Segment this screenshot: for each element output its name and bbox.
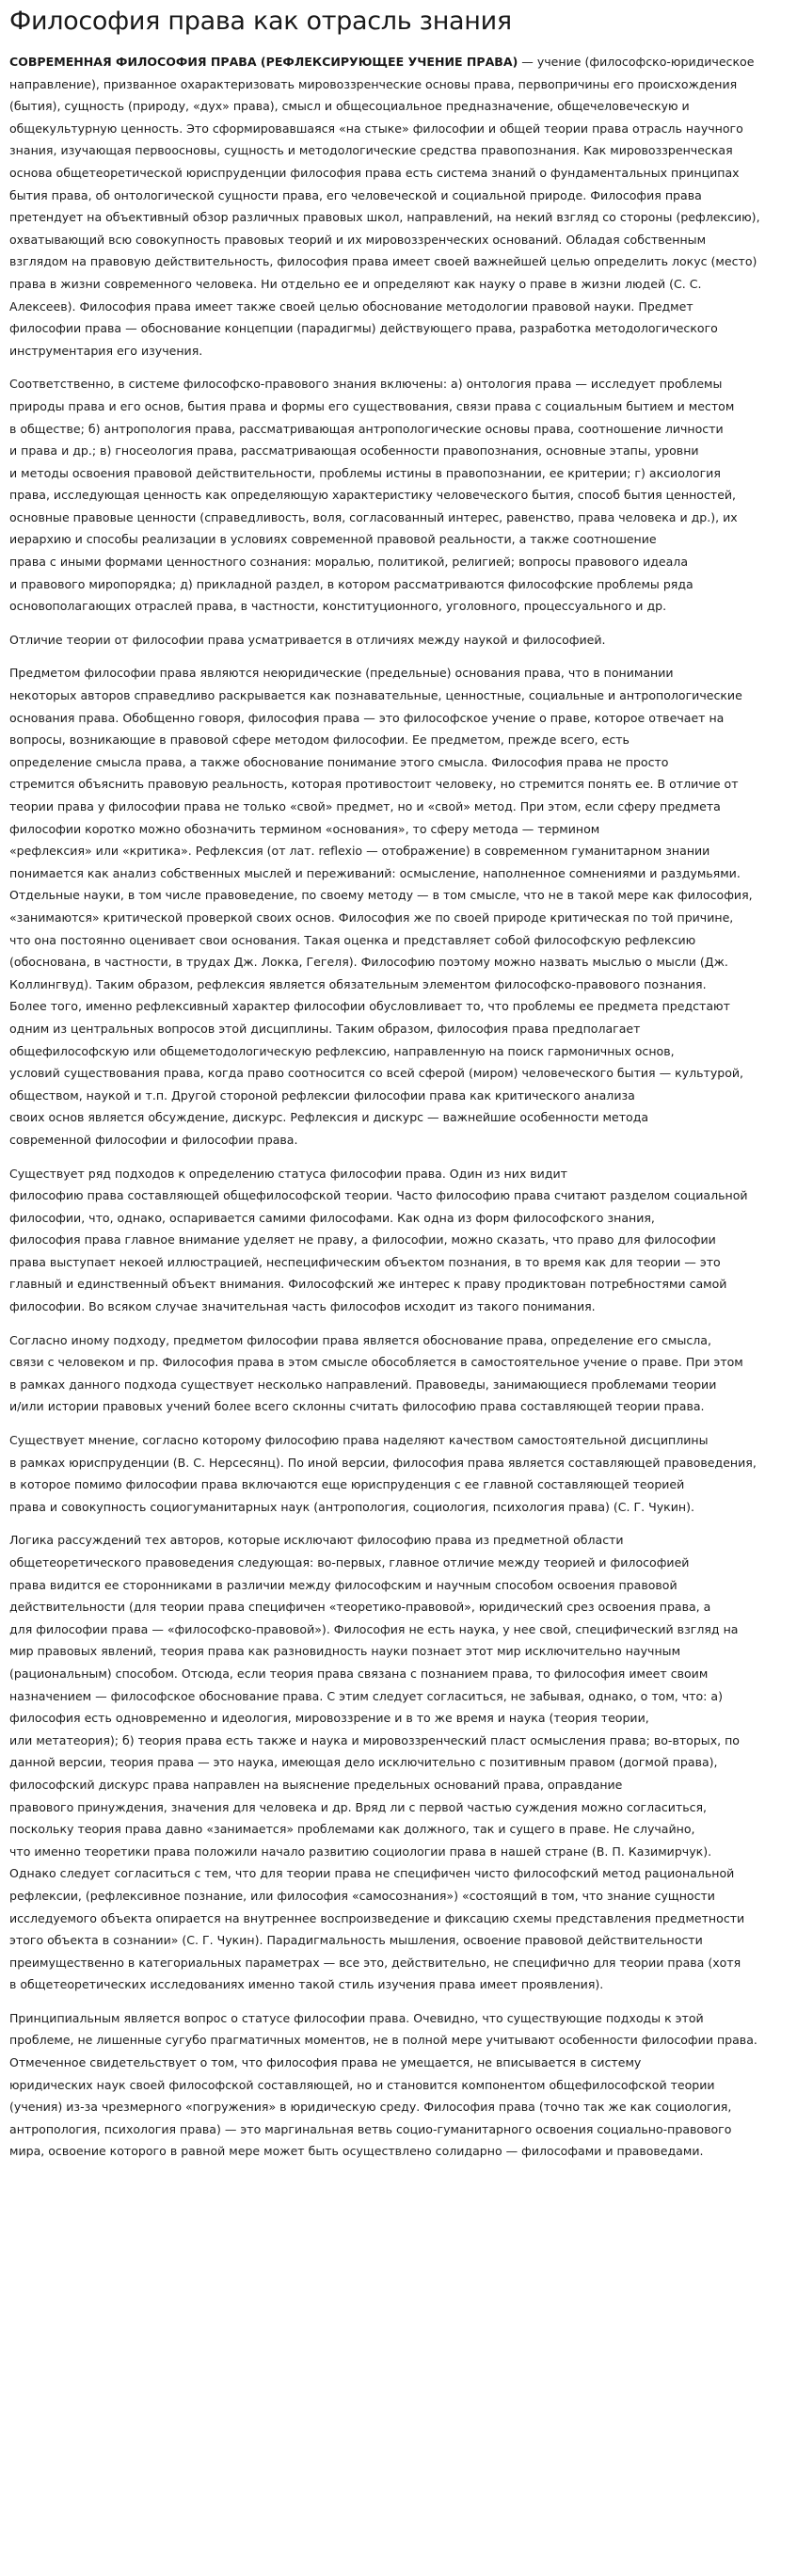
- line-text: права и совокупность социогуманитарных наук (антропология, социология, психология права) (С. Г. Чукин).: [9, 1499, 694, 1514]
- paragraph-line: [9, 884, 788, 907]
- paragraph-line: [9, 1106, 788, 1129]
- line-text: Существует ряд подходов к определению статуса философии права. Один из них видит: [9, 1166, 567, 1181]
- paragraph-line: [9, 440, 788, 462]
- line-text: одним из центральных вопросов этой дисциплины. Таким образом, философия права предполагает: [9, 1021, 641, 1036]
- paragraph-line: [9, 1429, 788, 1452]
- line-text: этого объекта в сознании» (С. Г. Чукин). Парадигмальность мышления, освоение правовой действительности: [9, 1933, 703, 1948]
- paragraph-line: [9, 1774, 788, 1796]
- line-text: и правового миропорядка; д) прикладной раздел, в котором рассматриваются философские проблемы ряда: [9, 576, 693, 591]
- line-text: основа общетеоретической юриспруденции философия права есть система знаний о фундаментальных принципах: [9, 165, 740, 180]
- line-text: философии, что, однако, оспаривается самими философами. Как одна из форм философского знания,: [9, 1210, 655, 1225]
- paragraph: [9, 51, 788, 362]
- paragraph-line: [9, 573, 788, 596]
- paragraph-lead-term: СОВРЕМЕННАЯ ФИЛОСОФИЯ ПРАВА (РЕФЛЕКСИРУЮЩЕЕ УЧЕНИЕ ПРАВА): [9, 55, 518, 69]
- line-text: общефилософскую или общеметодологическую рефлексию, направленную на поиск гармоничных основ,: [9, 1043, 675, 1058]
- paragraph: [9, 662, 788, 1151]
- paragraph-line: [9, 1707, 788, 1730]
- line-text: философский дискурс права направлен на выяснение предельных оснований права, оправдание: [9, 1777, 623, 1792]
- paragraph-line: [9, 1841, 788, 1863]
- line-text: понимается как анализ собственных мыслей и переживаний: осмысление, наполненное сомнениями и раздумьями.: [9, 865, 741, 880]
- paragraph-line: [9, 751, 788, 774]
- paragraph-line: [9, 229, 788, 251]
- paragraph-line: [9, 1351, 788, 1374]
- paragraph-line: [9, 95, 788, 118]
- line-text: основания права. Обобщенно говоря, философия права — это философское учение о праве, которое отвечает на: [9, 710, 725, 725]
- paragraph-line: [9, 1062, 788, 1085]
- paragraph-line: [9, 1618, 788, 1641]
- line-text: знания, изучающая первоосновы, сущность и методологические средства правопознания. Как мировоззренческая: [9, 143, 733, 158]
- line-text: основные правовые ценности (справедливость, воля, согласованный интерес, равенство, права человека и др.), их: [9, 509, 738, 524]
- line-text: исследуемого объекта опирается на внутреннее воспроизведение и фиксацию схемы представления предметности: [9, 1910, 745, 1925]
- line-text: направление), призванное охарактеризовать мировоззренческие основы права, первопричины его происхождения: [9, 76, 738, 91]
- page-title: Философия права как отрасль знания: [9, 7, 512, 36]
- paragraph-line: [9, 1163, 788, 1185]
- line-text: мира, освоение которого в равной мере может быть осуществлено солидарно — философами и правоведами.: [9, 2144, 704, 2159]
- paragraph-line: [9, 1040, 788, 1063]
- line-text: условий существования права, когда право соотносится со всей сферой (миром) человеческого бытия — культурой,: [9, 1066, 744, 1081]
- paragraph-line: [9, 118, 788, 140]
- line-text: главный и единственный объект внимания. Философский же интерес к праву продиктован потребностями самой: [9, 1277, 727, 1292]
- line-text: взглядом на правовую действительность, философия права имеет своей важнейшей целью определить локус (место): [9, 254, 757, 269]
- line-text: философия права главное внимание уделяет не праву, а философии, можно сказать, что право для философии: [9, 1232, 716, 1248]
- paragraph-line: [9, 840, 788, 862]
- paragraph-line: [9, 340, 788, 362]
- paragraph: [9, 373, 788, 618]
- paragraph-line: [9, 1184, 788, 1207]
- line-text: философии коротко можно обозначить термином «основания», то сферу метода — термином: [9, 821, 600, 836]
- line-text: определение смысла права, а также обоснование понимание этого смысла. Философия права не просто: [9, 754, 669, 769]
- line-text: иерархию и способы реализации в условиях современной правовой реальности, а также соотношение: [9, 532, 657, 547]
- line-text: Отличие теории от философии права усматривается в отличиях между наукой и философией.: [9, 632, 606, 647]
- paragraph-line: [9, 1640, 788, 1663]
- paragraph-line: [9, 662, 788, 684]
- paragraph: [9, 2007, 788, 2163]
- paragraph-line: [9, 1229, 788, 1251]
- line-text: Существует мнение, согласно которому философию права наделяют качеством самостоятельной дисциплины: [9, 1433, 709, 1448]
- line-text: или метатеория); б) теория права есть также и наука и мировоззренческий пласт осмысления права; во-вторых, по: [9, 1732, 740, 1747]
- line-text: философия есть одновременно и идеология, мировоззрение и в то же время и наука (теория теории,: [9, 1711, 649, 1726]
- paragraph-line: [9, 995, 788, 1018]
- line-text: Соответственно, в системе философско-правового знания включены: а) онтология права — исследует проблемы: [9, 377, 723, 392]
- line-text: в общетеоретических исследованиях именно такой стиль изучения права имеет проявления).: [9, 1977, 604, 1992]
- paragraph-line: [9, 484, 788, 507]
- line-text: действительности (для теории права специфичен «теоретико-правовой», юридический срез освоения права, а: [9, 1600, 711, 1615]
- line-text: права видится ее сторонниками в различии между философским и научным способом освоения правовой: [9, 1577, 677, 1592]
- line-text: назначением — философское обоснование права. С этим следует согласиться, не забывая, однако, о том, что: а): [9, 1688, 723, 1703]
- paragraph-line: [9, 1207, 788, 1230]
- line-text: права, исследующая ценность как определяющую характеристику человеческого бытия, способ бытия ценностей,: [9, 488, 737, 503]
- line-text: претендует на объективный обзор различных правовых школ, направлений, на некий взгляд со стороны (рефлексию),: [9, 210, 760, 225]
- paragraph-line: [9, 1973, 788, 1996]
- paragraph-line: [9, 1908, 788, 1930]
- line-text: (обоснована, в частности, в трудах Дж. Локка, Гегеля). Философию поэтому можно назвать мыслью о мысли (Дж.: [9, 955, 728, 970]
- line-text: природы права и его основ, бытия права и формы его существования, связи права с социальным бытием и местом: [9, 398, 735, 413]
- line-text: Отмеченное свидетельствует о том, что философия права не умещается, не вписывается в систему: [9, 2055, 642, 2070]
- paragraph-line: [9, 1452, 788, 1474]
- line-text: правового принуждения, значения для человека и др. Вряд ли с первой частью суждения можно согласиться,: [9, 1799, 708, 1814]
- line-text: «занимаются» критической проверкой своих основ. Философия же по своей природе критическая по той причине,: [9, 910, 734, 925]
- line-text: права выступает некоей иллюстрацией, неспецифическим объектом познания, в то время как для теории — это: [9, 1254, 721, 1269]
- line-text: философию права составляющей общефилософской теории. Часто философию права считают разделом социальной: [9, 1188, 748, 1203]
- paragraph: [9, 1163, 788, 1318]
- paragraph: [9, 1529, 788, 1995]
- paragraph-line: [9, 1885, 788, 1908]
- paragraph-line: [9, 296, 788, 318]
- paragraph-line: [9, 1251, 788, 1274]
- line-text: и методы освоения правовой действительности, проблемы истины в правопознании, ее критерии; г) аксиология: [9, 465, 721, 480]
- line-text: вопросы, возникающие в правовой сфере методом философии. Ее предметом, прежде всего, есть: [9, 733, 630, 748]
- paragraph-line: [9, 818, 788, 841]
- line-text: — учение (философско-юридическое: [518, 55, 755, 69]
- line-text: философии права — обоснование концепции (парадигмы) действующего права, разработка методологического: [9, 321, 718, 336]
- line-text: Принципиальным является вопрос о статусе философии права. Очевидно, что существующие подходы к этой: [9, 2010, 704, 2025]
- line-text: общекультурную ценность. Это сформировавшаяся «на стыке» философии и общей теории права отрасль научного: [9, 121, 743, 136]
- article-body: [9, 51, 788, 2163]
- line-text: бытия права, об онтологической сущности права, его человеческой и социальной природе. Философия права: [9, 187, 702, 202]
- line-text: некоторых авторов справедливо раскрывается как познавательные, ценностные, социальные и антропологические: [9, 688, 742, 703]
- line-text: рефлексии, (рефлексивное познание, или философия «самосознания») «состоящий в том, что знание сущности: [9, 1888, 715, 1903]
- paragraph-line: [9, 206, 788, 229]
- line-text: (рациональным) способом. Отсюда, если теория права связана с познанием права, то философия имеет своим: [9, 1666, 709, 1681]
- paragraph-line: [9, 2074, 788, 2097]
- paragraph-line: [9, 528, 788, 551]
- paragraph-line: [9, 1085, 788, 1107]
- paragraph-line: [9, 974, 788, 996]
- line-text: обществом, наукой и т.п. Другой стороной рефлексии философии права как критического анализа: [9, 1087, 635, 1103]
- paragraph-line: [9, 862, 788, 885]
- line-text: права с иными формами ценностного сознания: моралью, политикой, религией; вопросы правового идеала: [9, 555, 689, 570]
- line-text: общетеоретического правоведения следующая: во-первых, главное отличие между теорией и философией: [9, 1555, 690, 1570]
- line-text: что она постоянно оценивает свои основания. Такая оценка и представляет собой философскую рефлексию: [9, 932, 696, 947]
- line-text: права в жизни современного человека. Ни отдельно ее и определяют как науку о праве в жизни людей (С. С.: [9, 276, 702, 291]
- line-text: Предметом философии права являются неюридические (предельные) основания права, что в понимании: [9, 666, 674, 681]
- paragraph-line: [9, 551, 788, 573]
- line-text: в рамках данного подхода существует несколько направлений. Правоведы, занимающиеся проблемами теории: [9, 1377, 717, 1392]
- paragraph-line: [9, 273, 788, 296]
- paragraph-line: [9, 395, 788, 418]
- line-text: теории права у философии права не только «свой» предмет, но и «свой» метод. При этом, если сферу предмета: [9, 799, 721, 813]
- paragraph: [9, 1329, 788, 1418]
- line-text: (учения) из-за чрезмерного «погружения» в юридическую среду. Философия права (точно так же как социология,: [9, 2100, 732, 2115]
- paragraph-line: [9, 929, 788, 952]
- paragraph-line: [9, 507, 788, 529]
- line-text: Алексеев). Философия права имеет также своей целью обоснование методологии правовой науки. Предмет: [9, 298, 693, 314]
- line-text: Согласно иному подходу, предметом философии права является обоснование права, определение его смысла,: [9, 1332, 711, 1347]
- paragraph-line: [9, 1273, 788, 1296]
- paragraph-line: [9, 729, 788, 751]
- paragraph-line: [9, 773, 788, 796]
- paragraph-line: [9, 595, 788, 618]
- line-text: в рамках юриспруденции (В. С. Нерсесянц). По иной версии, философия права является составляющей правоведения,: [9, 1455, 757, 1470]
- line-text: антропология, психология права) — это маргинальная ветвь социо-гуманитарного освоения социально-правового: [9, 2121, 732, 2136]
- paragraph-line: [9, 2096, 788, 2118]
- paragraph-line: [9, 1374, 788, 1396]
- paragraph-line: [9, 707, 788, 730]
- paragraph-line: [9, 1862, 788, 1885]
- line-text: связи с человеком и пр. Философия права в этом смысле обособляется в самостоятельное учение о праве. При этом: [9, 1355, 743, 1370]
- paragraph-line: [9, 51, 788, 73]
- paragraph-line: [9, 2052, 788, 2074]
- line-text: мир правовых явлений, теория права как разновидность науки познает этот мир исключительно научным: [9, 1644, 681, 1659]
- line-text: что именно теоретики права положили начало развитию социологии права в нашей стране (В. П. Казимирчук).: [9, 1843, 712, 1859]
- paragraph: [9, 1429, 788, 1518]
- paragraph-line: [9, 1818, 788, 1841]
- paragraph-line: [9, 162, 788, 185]
- paragraph-line: [9, 629, 788, 652]
- paragraph-line: [9, 1596, 788, 1618]
- paragraph-line: [9, 1929, 788, 1952]
- line-text: стремится объяснить правовую реальность, которая противостоит человеку, но стремится понять ее. В отличие от: [9, 777, 739, 792]
- paragraph-line: [9, 1129, 788, 1151]
- paragraph-line: [9, 1552, 788, 1574]
- paragraph-line: [9, 139, 788, 162]
- paragraph-line: [9, 2029, 788, 2052]
- paragraph-line: [9, 1663, 788, 1685]
- paragraph-line: [9, 317, 788, 340]
- paragraph-line: [9, 1473, 788, 1496]
- paragraph: [9, 629, 788, 652]
- line-text: юридических наук своей философской составляющей, но и становится компонентом общефилософской теории: [9, 2077, 715, 2092]
- paragraph-line: [9, 1496, 788, 1519]
- paragraph-line: [9, 907, 788, 929]
- paragraph-line: [9, 2007, 788, 2030]
- paragraph-line: [9, 1730, 788, 1752]
- line-text: в которое помимо философии права включаются еще юриспруденция с ее главной составляющей теорией: [9, 1477, 685, 1492]
- line-text: для философии права — «философско-правовой»). Философия не есть наука, у нее свой, специфический взгляд на: [9, 1621, 739, 1636]
- line-text: современной философии и философии права.: [9, 1132, 298, 1147]
- paragraph-line: [9, 1685, 788, 1708]
- paragraph-line: [9, 2140, 788, 2163]
- line-text: проблеме, не лишенные сугубо прагматичных моментов, не в полной мере учитывают особенности философии права.: [9, 2033, 757, 2048]
- paragraph-line: [9, 1796, 788, 1819]
- paragraph-line: [9, 2118, 788, 2141]
- line-text: преимущественно в категориальных параметрах — все это, действительно, не специфично для теории права (хотя: [9, 1955, 741, 1970]
- line-text: данной версии, теория права — это наука, имеющая дело исключительно с позитивным правом (догмой права),: [9, 1755, 718, 1770]
- paragraph-line: [9, 951, 788, 974]
- paragraph-line: [9, 1952, 788, 1974]
- paragraph-line: [9, 1395, 788, 1418]
- paragraph-line: [9, 1529, 788, 1552]
- line-text: и права и др.; в) гносеология права, рассматривающая особенности правопознания, основные этапы, уровни: [9, 443, 699, 459]
- line-text: Однако следует согласиться с тем, что для теории права не специфичен чисто философский метод рациональной: [9, 1866, 735, 1881]
- paragraph-line: [9, 462, 788, 485]
- line-text: философии. Во всяком случае значительная часть философов исходит из такого понимания.: [9, 1299, 596, 1314]
- paragraph-line: [9, 796, 788, 818]
- paragraph-line: [9, 1751, 788, 1774]
- line-text: (бытия), сущность (природу, «дух» права), смысл и общесоциальное предназначение, общечеловеческую и: [9, 99, 690, 114]
- paragraph-line: [9, 185, 788, 207]
- line-text: своих основ является обсуждение, дискурс. Рефлексия и дискурс — важнейшие особенности метода: [9, 1110, 649, 1125]
- paragraph-line: [9, 1329, 788, 1352]
- line-text: в обществе; б) антропология права, рассматривающая антропологические основы права, соотношение личности: [9, 421, 724, 436]
- line-text: Коллингвуд). Таким образом, рефлексия является обязательным элементом философско-правового познания.: [9, 976, 707, 991]
- paragraph-line: [9, 373, 788, 395]
- paragraph-line: [9, 1018, 788, 1040]
- paragraph-line: [9, 684, 788, 707]
- paragraph-line: [9, 1296, 788, 1318]
- paragraph-line: [9, 73, 788, 96]
- line-text: охватывающий всю совокупность правовых теорий и их мировоззренческих оснований. Обладая собственным: [9, 232, 707, 247]
- line-text: инструментария его изучения.: [9, 343, 203, 358]
- paragraph-line: [9, 418, 788, 441]
- line-text: Логика рассуждений тех авторов, которые исключают философию права из предметной области: [9, 1533, 624, 1548]
- line-text: Более того, именно рефлексивный характер философии обусловливает то, что проблемы ее предмета предстают: [9, 999, 730, 1014]
- line-text: и/или истории правовых учений более всего склонны считать философию права составляющей теории права.: [9, 1399, 705, 1414]
- paragraph-line: [9, 250, 788, 273]
- line-text: поскольку теория права давно «занимается» проблемами как должного, так и сущего в праве. Не случайно,: [9, 1822, 695, 1837]
- paragraph-line: [9, 1574, 788, 1597]
- line-text: основополагающих отраслей права, в частности, конституционного, уголовного, процессуального и др.: [9, 599, 667, 614]
- line-text: «рефлексия» или «критика». Рефлексия (от лат. reflexio — отображение) в современном гуманитарном знании: [9, 844, 710, 859]
- line-text: Отдельные науки, в том числе правоведение, по своему методу — в том смысле, что не в такой мере как философия,: [9, 888, 753, 903]
